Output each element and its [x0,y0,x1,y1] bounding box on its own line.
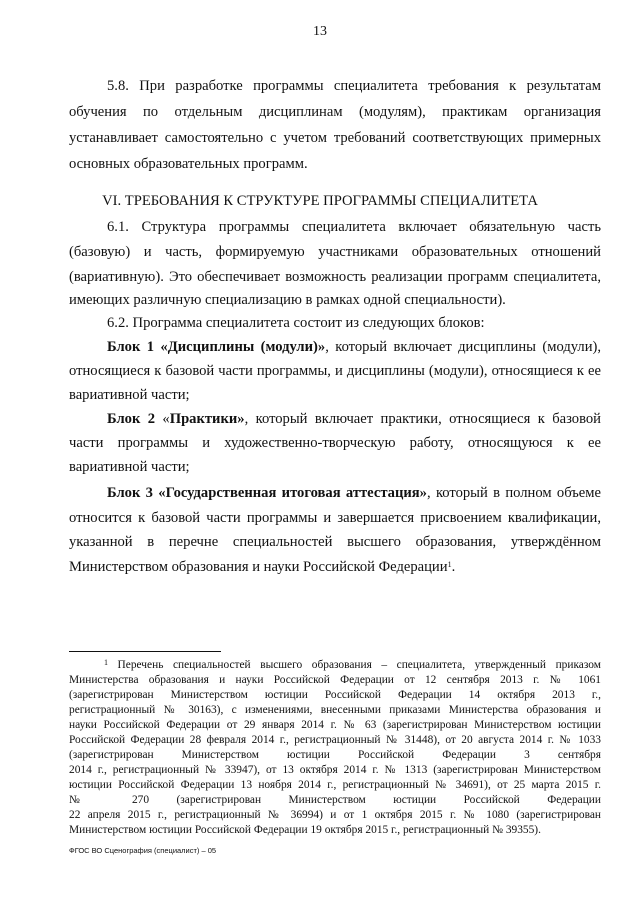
footnote-line-9: юстиции Российской Федерации 13 ноября 2014 г., регистрационный № 34691), от 25 марта 2015 г. [69,779,601,791]
footnote-line-1 [104,658,601,672]
footnote-line-6: Российской Федерации 28 февраля 2014 г., регистрационный № 31448), от 20 августа 2014 г. № 1033 [69,734,601,746]
para-6-1-line-2: (базовую) и часть, формируемую участниками образовательных отношений [69,244,601,260]
block-2-title-prefix: Блок 2 [107,411,156,427]
footnote-line-2: Министерства образования и науки Российской Федерации от 12 сентября 2013 г. № 1061 [69,674,601,686]
footnote-divider [69,651,221,652]
footnote-line-5: науки Российской Федерации от 29 января 2014 г. № 63 (зарегистрирован Министерством юстиции [69,719,601,731]
footnote-line-10: № 270 (зарегистрирован Министерством юстиции Российской Федерации [69,794,601,806]
block-1-line-2: относящиеся к базовой части программы, и дисциплины (модули), относящиеся к ее [69,363,601,379]
block-2-line-1 [107,410,601,428]
block-1-line-3: вариативной части; [69,387,190,403]
block-2-title: Практики» [169,411,245,427]
footnote-line-8: 2014 г., регистрационный № 33947), от 13 октября 2014 г. № 1313 (зарегистрирован Министерством [69,764,601,776]
section-heading: VI. ТРЕБОВАНИЯ К СТРУКТУРЕ ПРОГРАММЫ СПЕЦИАЛИТЕТА [102,193,538,209]
footnote-line-4: регистрационный № 30163), с изменениями, внесенными приказами Министерства образования и [69,704,601,716]
block-3-title: Блок 3 «Государственная итоговая аттестация» [107,485,427,501]
page-number: 13 [313,24,327,39]
block-1-title: Блок 1 «Дисциплины (модули)» [107,339,326,355]
page-footer: ФГОС ВО Сценография (специалист) – 05 [69,846,217,855]
footnote-line-12: Министерством юстиции Российской Федерации 19 октября 2015 г., регистрационный № 39355). [69,824,541,836]
block-3-line-1 [107,484,601,502]
footnote-line-11: 22 апреля 2015 г., регистрационный № 36994) и от 1 октября 2015 г. № 1080 (зарегистрирован [69,809,601,821]
footnote-line-3: (зарегистрирован Министерством юстиции Российской Федерации 14 октября 2013 г., [69,689,601,701]
block-3-text: , который в полном объеме [426,485,601,501]
block-3-line-3: указанной в перечне специальностей высшего образования, утверждённом [69,534,601,550]
footnote-line-7: (зарегистрирован Министерством юстиции Российской Федерации 3 сентября [69,749,601,761]
block-3-line-4 [69,558,601,576]
para-6-1-line-3: (вариативную). Это обеспечивает возможность реализации программ специалитета, [69,269,601,285]
block-3-end: . [451,559,456,575]
block-2-text: , который включает практики, относящиеся к базовой [244,411,601,427]
block-3-line-4-text: Министерством образования и науки Российской Федерации [69,559,448,575]
block-2-quote: « [155,411,170,427]
para-5-8-line-4: основных образовательных программ. [69,156,308,172]
para-5-8-line-1: 5.8. При разработке программы специалитета требования к результатам [107,78,601,94]
para-6-1-line-4: имеющих различную специализацию в рамках одной специальности). [69,292,506,308]
para-5-8-line-3: устанавливает самостоятельно с учетом требований соответствующих примерных [69,130,601,146]
block-3-line-2: относится к базовой части программы и завершается присвоением квалификации, [69,510,601,526]
para-5-8-line-2: обучения по отдельным дисциплинам (модулям), практикам организация [69,104,601,120]
para-6-2: 6.2. Программа специалитета состоит из следующих блоков: [107,315,485,331]
block-2-line-2: части программы и художественно-творческую работу, относящуюся к ее [69,435,601,451]
para-6-1-line-1: 6.1. Структура программы специалитета включает обязательную часть [107,219,601,235]
footnote-mark: 1 [104,658,108,667]
footnote-line-1-text: Перечень специальностей высшего образования – специалитета, утвержденный приказом [108,659,601,671]
block-2-line-3: вариативной части; [69,459,190,475]
footnote-reference: 1 [447,560,452,569]
block-1-line-1 [107,338,601,356]
block-1-text: , который включает дисциплины (модули), [325,339,602,355]
